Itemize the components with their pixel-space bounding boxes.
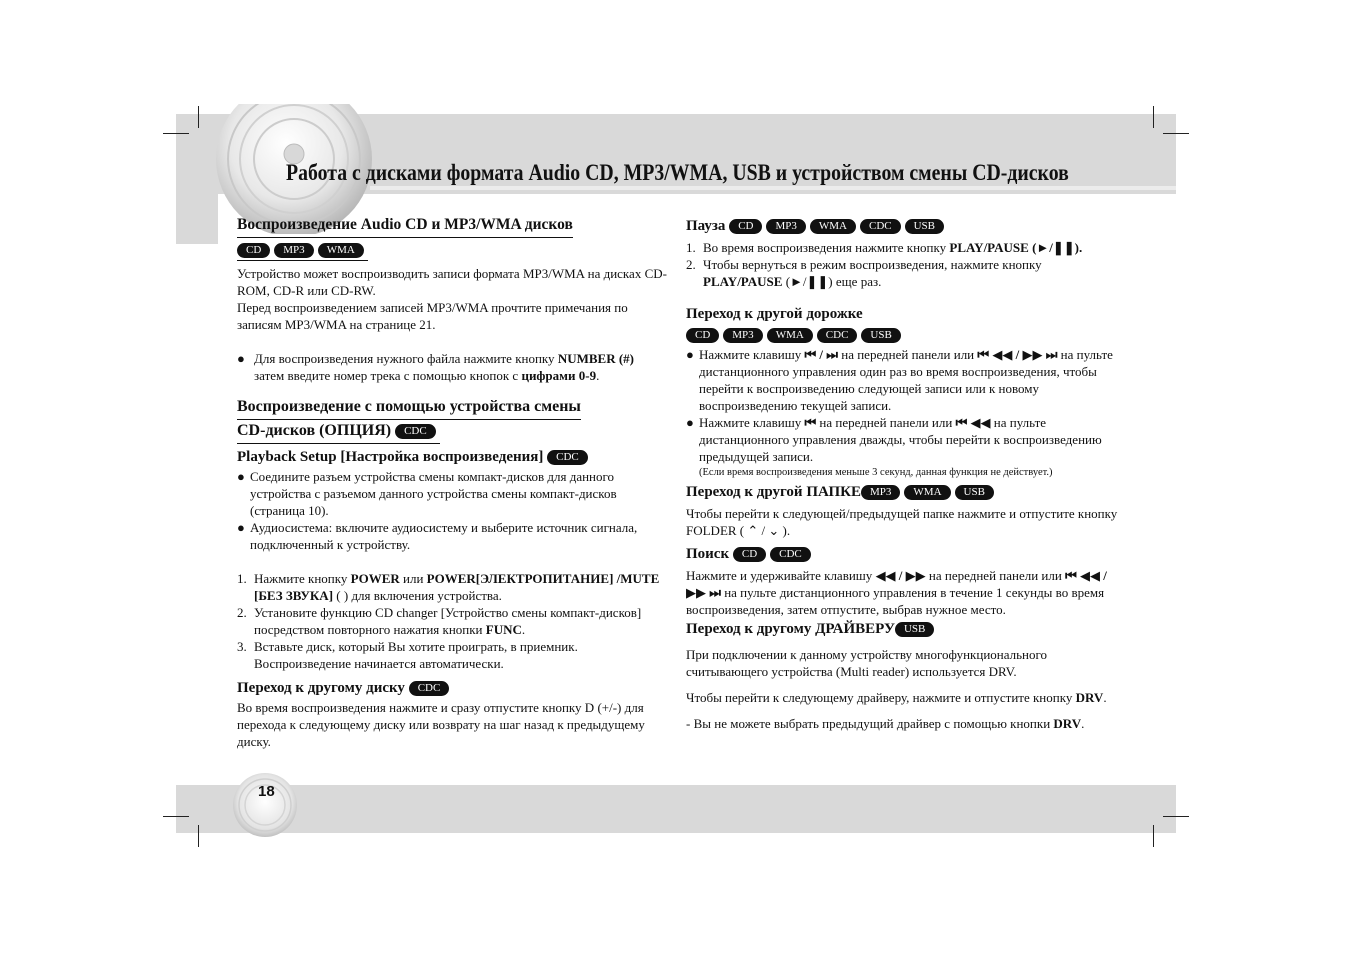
section-title-track: Переход к другой дорожке	[686, 306, 863, 322]
list-item: ● Аудиосистема: включите аудиосистему и выберите источник сигнала, подключенный к устройству.	[237, 520, 638, 552]
section-title-other-disc: Переход к другому диску CDC	[237, 678, 667, 699]
badge-wma: WMA	[810, 219, 856, 234]
format-badges	[237, 240, 368, 261]
list-item: ● Нажмите клавишу ⏮ / ⏭ на передней панели или ⏮ ◀◀ / ▶▶ ⏭ на пульте дистанционного управления один раз во время воспроизведения, чтобы перейти к воспроизведению следующей записи или к новому воспроизведению текущей записи.	[686, 347, 1113, 413]
skip-icons: ⏮ ◀◀ / ▶▶ ⏭	[686, 568, 1107, 600]
paragraph: Чтобы перейти к следующей/предыдущей папке нажмите и отпустите кнопку FOLDER ( ⌃ / ⌄ ).	[686, 506, 1118, 538]
section-cd-changer	[237, 396, 667, 444]
crop-mark	[198, 825, 199, 847]
right-column	[686, 216, 1118, 732]
crop-mark	[1163, 816, 1189, 817]
badge-mp3: MP3	[861, 485, 900, 500]
crop-mark	[163, 816, 189, 817]
paragraph: Нажмите и удерживайте клавишу ◀◀ / ▶▶ на передней панели или ⏮ ◀◀ / ▶▶ ⏭ на пульте дистанционного управления в течение 1 секунды во время воспроизведения, затем отпустите, выбрав нужное место.	[686, 568, 1107, 617]
bullet-icon: ●	[686, 415, 694, 430]
bullet-icon: ●	[237, 520, 245, 535]
section-title-driver: Переход к другому ДРАЙВЕРУ USB	[686, 619, 1118, 640]
badge-cd: CD	[686, 328, 719, 343]
seek-icons: ◀◀ / ▶▶	[875, 568, 926, 583]
crop-mark	[198, 106, 199, 128]
badge-cd: CD	[733, 547, 766, 562]
section-title-search: Поиск CD CDC	[686, 544, 1118, 565]
key-label: NUMBER (#)	[557, 351, 634, 366]
badge-mp3: MP3	[723, 328, 762, 343]
badge-cdc: CDC	[395, 424, 436, 439]
section-title-changer-l2: CD-дисков (ОПЦИЯ)	[237, 422, 392, 439]
badge-usb: USB	[905, 219, 944, 234]
skip-icons: ⏮	[804, 415, 817, 430]
badge-wma: WMA	[904, 485, 950, 500]
crop-mark	[163, 133, 189, 134]
numbered-item: 1. Во время воспроизведения нажмите кнопку PLAY/PAUSE (►/❚❚).	[686, 240, 1083, 255]
badge-wma: WMA	[767, 328, 813, 343]
badge-usb: USB	[861, 328, 900, 343]
disc-graphic-footer	[230, 772, 300, 838]
crop-mark	[1163, 133, 1189, 134]
numbered-item: 1. Нажмите кнопку POWER или POWER[ЭЛЕКТРОПИТАНИЕ] /MUTE [БЕЗ ЗВУКА] ( ) для включения устройства.	[237, 571, 660, 603]
numbered-item: 3. Вставьте диск, который Вы хотите проиграть, в приемник. Воспроизведение начинается автоматически.	[237, 639, 578, 671]
key-label: цифрами 0-9	[521, 368, 597, 383]
bullet-icon: ●	[237, 469, 245, 484]
skip-icons: ⏮ ◀◀	[955, 415, 991, 430]
page-number: 18	[258, 783, 275, 800]
section-title-changer-l1: Воспроизведение с помощью устройства смены	[237, 396, 581, 420]
badge-mp3: MP3	[274, 243, 313, 258]
badge-cdc: CDC	[409, 681, 450, 696]
section-title-pause: Пауза CD MP3 WMA CDC USB	[686, 216, 1118, 237]
crop-mark	[1153, 106, 1154, 128]
paragraph: Устройство может воспроизводить записи формата MP3/WMA на дисках CD-ROM, CD-R или CD-RW.	[237, 266, 667, 298]
badge-wma: WMA	[318, 243, 364, 258]
note: (Если время воспроизведения меньше 3 секунд, данная функция не действует.)	[699, 467, 1053, 478]
numbered-item: 2. Установите функцию CD changer [Устройство смены компакт-дисков] посредством повторного нажатия кнопки FUNC.	[237, 605, 642, 637]
badge-cdc: CDC	[860, 219, 901, 234]
badge-usb: USB	[955, 485, 994, 500]
list-item: ● Соедините разъем устройства смены компакт-дисков для данного устройства с разъемом данного устройства смены компакт-дисков (страница 10).	[237, 469, 617, 518]
section-title-playback-setup: Playback Setup [Настройка воспроизведения] CDC	[237, 447, 667, 468]
badge-cdc: CDC	[817, 328, 858, 343]
paragraph: Во время воспроизведения нажмите и сразу отпустите кнопку D (+/-) для перехода к следующему диску или возврату на шаг назад к предыдущему диску.	[237, 700, 645, 749]
badge-cd: CD	[729, 219, 762, 234]
bullet-icon: ●	[686, 347, 694, 362]
list-item: ● Для воспроизведения нужного файла нажмите кнопку NUMBER (#) затем введите номер трека с помощью кнопок с цифрами 0-9.	[237, 351, 634, 383]
paragraph: Чтобы перейти к следующему драйверу, нажмите и отпустите кнопку DRV.	[686, 690, 1107, 705]
section-title-audio-cd: Воспроизведение Audio CD и MP3/WMA дисков	[237, 214, 573, 238]
numbered-item: 2. Чтобы вернуться в режим воспроизведения, нажмите кнопку PLAY/PAUSE (►/❚❚) еще раз.	[686, 257, 1042, 289]
paragraph: Перед воспроизведением записей MP3/WMA прочтите примечания по записям MP3/WMA на странице 21.	[237, 300, 628, 332]
badge-usb: USB	[895, 622, 934, 637]
header-line	[370, 186, 1176, 190]
skip-icons: ⏮ ◀◀ / ▶▶ ⏭	[977, 347, 1058, 362]
crop-mark	[1153, 825, 1154, 847]
header-band-left-drop	[176, 194, 218, 244]
skip-icons: ⏮ / ⏭	[804, 347, 838, 362]
paragraph: При подключении к данному устройству многофункционального считывающего устройства (Multi reader) используется DRV.	[686, 647, 1047, 679]
paragraph: - Вы не можете выбрать предыдущий драйвер с помощью кнопки DRV.	[686, 716, 1085, 731]
badge-mp3: MP3	[766, 219, 805, 234]
footer-band	[176, 785, 1176, 833]
list-item: ● Нажмите клавишу ⏮ на передней панели или ⏮ ◀◀ на пульте дистанционного управления дважды, чтобы перейти к воспроизведению предыдущей записи.	[686, 415, 1102, 464]
badge-cdc: CDC	[770, 547, 811, 562]
badge-cdc: CDC	[547, 450, 588, 465]
left-column	[237, 214, 667, 750]
section-title-folder: Переход к другой ПАПКЕ MP3 WMA USB	[686, 482, 1118, 503]
bullet-icon: ●	[237, 351, 245, 366]
format-badges	[686, 325, 1118, 343]
page-title: Работа с дисками формата Audio CD, MP3/WMA, USB и устройством смены CD-дисков	[286, 160, 1069, 185]
badge-cd: CD	[237, 243, 270, 258]
